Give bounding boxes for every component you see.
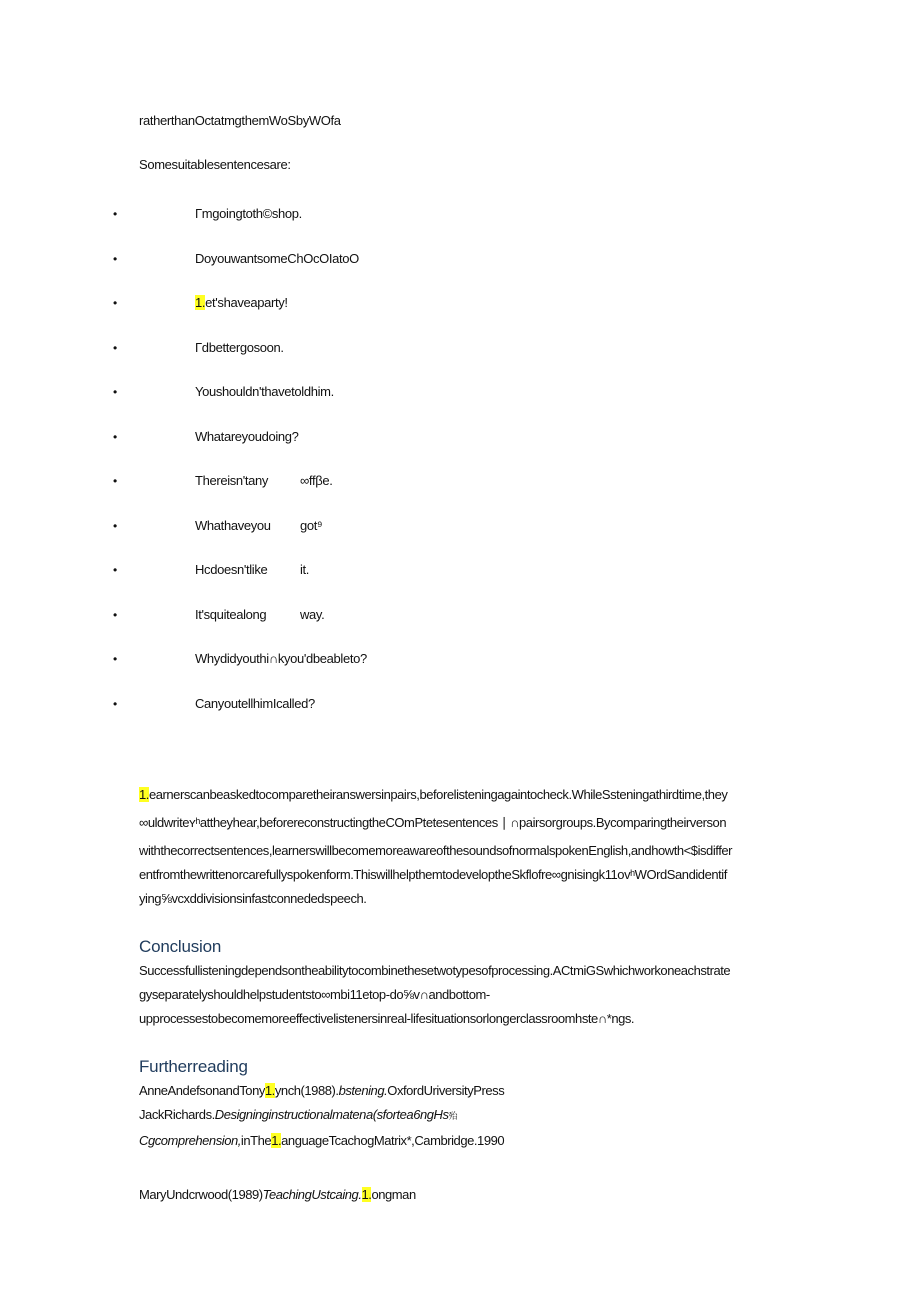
conclusion-heading: Conclusion (139, 937, 222, 956)
reference-text: ongman (371, 1187, 416, 1202)
conclusion-line: Successfullisteningdependsontheabilitytocombinethesetwotypesofprocessing.ACtmiGSwhichworkoneachstrate (139, 963, 731, 978)
list-item: Γmgoingtoth©shop. (195, 206, 302, 221)
highlight: 1. (361, 1187, 372, 1202)
bullet-icon: • (113, 341, 118, 355)
paragraph-line (139, 787, 727, 802)
bullet-icon: • (113, 430, 118, 444)
list-item: It'squitealong (195, 607, 267, 622)
list-item: CanyoutellhimIcalled? (195, 696, 315, 711)
reference-item (139, 1083, 504, 1098)
reference-title: Designinginstructionalmatena(sfortea6ngHs (214, 1107, 449, 1122)
list-item-tail: way. (300, 607, 325, 622)
conclusion-line: gyseparatelyshouldhelpstudentsto∞mbi11etop-do⅝v∩andbottom- (139, 987, 490, 1002)
bullet-icon: • (113, 563, 118, 577)
reference-item (139, 1133, 504, 1148)
reference-text: JackRichards. (139, 1107, 215, 1122)
list-item-text: et'shaveaparty! (205, 295, 288, 310)
paragraph-line: ying⅝vcxddivisionsinfastconnededspeech. (139, 891, 367, 906)
list-item: Γdbettergosoon. (195, 340, 284, 355)
reference-text: AnneAndefsonandTony (139, 1083, 265, 1098)
list-item: Whathaveyou (195, 518, 271, 533)
bullet-icon: • (113, 519, 118, 533)
list-item: Youshouldn'thavetoldhim. (195, 384, 334, 399)
list-item-tail: got⁹ (300, 518, 323, 533)
paragraph-line: entfromthewrittenorcarefullyspokenform.ThiswillhelpthemtodeveloptheSkflofre∞gnisingk11ovʰWOrdSandidentif (139, 867, 727, 882)
list-item: Whatareyoudoing? (195, 429, 299, 444)
bullet-icon: • (113, 697, 118, 711)
further-reading-heading: Furtherreading (139, 1057, 248, 1076)
reference-item (139, 1187, 416, 1202)
highlight: 1. (195, 295, 206, 310)
list-item: Whydidyouthi∩kyou'dbeableto? (195, 651, 367, 666)
highlight: 1. (264, 1083, 275, 1098)
reference-text: ynch(1988). (274, 1083, 339, 1098)
intro-line-1: ratherthanOctatmgthemWoSbyWOfa (139, 113, 341, 128)
bullet-icon: • (113, 207, 118, 221)
reference-title: TeachingUstcaing. (262, 1187, 362, 1202)
reference-text: inThe (240, 1133, 272, 1148)
bullet-icon: • (113, 652, 118, 666)
conclusion-line: upprocessestobecomemoreeffectivelistenersinreal-lifesituationsorlongerclassroomhste∩*ngs. (139, 1011, 635, 1026)
paragraph-text: earnerscanbeaskedtocomparetheiranswersinpairs,beforelisteningagaintocheck.WhileSsteningathirdtime,they (148, 787, 728, 802)
bullet-icon: • (113, 252, 118, 266)
list-item: DoyouwantsomeChOcOIatoO (195, 251, 359, 266)
list-item: Hcdoesn'tlike (195, 562, 268, 577)
reference-text: MaryUndcrwood(1989) (139, 1187, 263, 1202)
bullet-icon: • (113, 608, 118, 622)
intro-line-2: Somesuitablesentencesare: (139, 157, 291, 172)
highlight: 1. (139, 787, 149, 802)
paragraph-line: withthecorrectsentences,learnerswillbecomemoreawareofthesoundsofnormalspokenEnglish,andhowth<$isdiffer (139, 843, 733, 858)
reference-title: bstening. (338, 1083, 388, 1098)
bullet-icon: • (113, 296, 118, 310)
reference-text: OxfordUriversityPress (387, 1083, 505, 1098)
reference-title: Cgcomprehension, (139, 1133, 241, 1148)
highlight: 1. (271, 1133, 282, 1148)
list-item (195, 295, 288, 310)
list-item-tail: ∞ffβe. (300, 473, 333, 488)
reference-item (139, 1107, 457, 1122)
reference-text: 殆 (448, 1111, 458, 1121)
list-item: Thereisn'tany (195, 473, 269, 488)
reference-text: anguageTcachogMatrix*,Cambridge.1990 (281, 1133, 505, 1148)
bullet-icon: • (113, 385, 118, 399)
paragraph-line: ∞uldwriteʏʰattheyhear,beforereconstructingtheCOmPtetesentences ∣ ∩pairsorgroups.Bycomparingtheirverson (139, 815, 727, 830)
list-item-tail: it. (300, 562, 310, 577)
bullet-icon: • (113, 474, 118, 488)
